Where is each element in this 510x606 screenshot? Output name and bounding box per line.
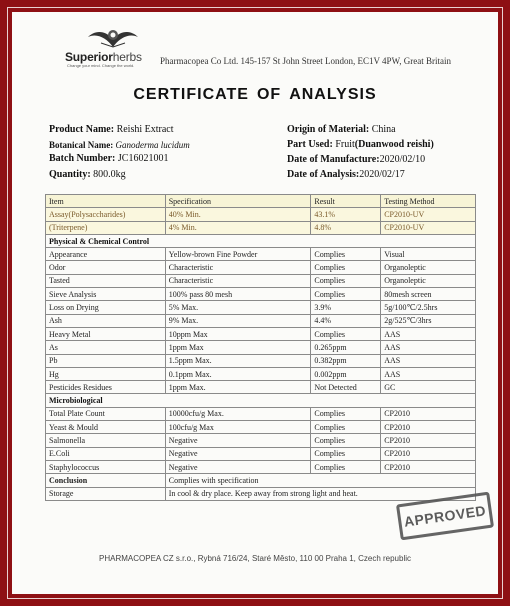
table-cell: 40% Min. xyxy=(165,208,311,221)
table-row xyxy=(46,460,476,473)
table-cell: 100cfu/g Max xyxy=(165,421,311,434)
table-cell: Complies xyxy=(311,447,381,460)
table-cell: CP2010 xyxy=(381,407,476,420)
table-cell: 5% Max. xyxy=(165,301,311,314)
table-cell: Organoleptic xyxy=(381,261,476,274)
company-address: Pharmacopea Co Ltd. 145-157 St John Street London, EC1V 4PW, Great Britain xyxy=(160,56,451,66)
table-cell: Tasted xyxy=(46,274,166,287)
origin-line: Origin of Material: China xyxy=(287,124,396,135)
table-cell: AAS xyxy=(381,367,476,380)
table-cell: Complies xyxy=(311,460,381,473)
table-cell: 3.9% xyxy=(311,301,381,314)
assay-row xyxy=(46,221,476,234)
table-cell: 80mesh screen xyxy=(381,288,476,301)
logo-brand: Superior xyxy=(65,50,113,64)
table-cell: 2g/525℃/3hrs xyxy=(381,314,476,327)
table-cell: Storage xyxy=(46,487,166,500)
table-cell: Item xyxy=(46,195,166,208)
table-cell: Complies xyxy=(311,421,381,434)
table-cell: E.Coli xyxy=(46,447,166,460)
table-cell: CP2010-UV xyxy=(381,221,476,234)
analysis-table xyxy=(45,194,476,501)
title-part-1: CERTIFICATE xyxy=(133,86,249,103)
table-cell: Sieve Analysis xyxy=(46,288,166,301)
table-cell: Total Plate Count xyxy=(46,407,166,420)
table-cell: Hg xyxy=(46,367,166,380)
table-cell: Ash xyxy=(46,314,166,327)
logo-emblem-icon xyxy=(86,25,140,49)
table-cell: Negative xyxy=(165,434,311,447)
analysis-date-value: 2020/02/17 xyxy=(359,169,405,180)
table-cell: CP2010 xyxy=(381,447,476,460)
quantity-value: 800.0kg xyxy=(93,169,126,180)
table-header-row xyxy=(46,195,476,208)
table-cell: As xyxy=(46,341,166,354)
table-row xyxy=(46,261,476,274)
table-cell: 100% pass 80 mesh xyxy=(165,288,311,301)
table-cell: 0.382ppm xyxy=(311,354,381,367)
part-used-detail: (Duanwood reishi) xyxy=(354,139,434,150)
table-cell: Visual xyxy=(381,248,476,261)
table-cell: Complies xyxy=(311,327,381,340)
physical-section-row xyxy=(46,234,476,247)
table-row xyxy=(46,354,476,367)
table-cell: Negative xyxy=(165,447,311,460)
storage-row xyxy=(46,487,476,500)
table-row xyxy=(46,434,476,447)
table-cell: 9% Max. xyxy=(165,314,311,327)
assay-row xyxy=(46,208,476,221)
batch-number-line: Batch Number: JC16021001 xyxy=(49,153,169,164)
table-cell: 1.5ppm Max. xyxy=(165,354,311,367)
table-row xyxy=(46,381,476,394)
table-row xyxy=(46,407,476,420)
quantity-line: Quantity: 800.0kg xyxy=(49,169,126,180)
table-cell: Complies xyxy=(311,434,381,447)
table-cell: Yeast & Mould xyxy=(46,421,166,434)
table-row xyxy=(46,421,476,434)
table-cell: AAS xyxy=(381,354,476,367)
table-cell: CP2010 xyxy=(381,421,476,434)
micro-section-row xyxy=(46,394,476,407)
logo-tagline: Change your mind. Change the world. xyxy=(67,63,135,68)
manufacture-date-line: Date of Manufacture:2020/02/10 xyxy=(287,154,426,165)
botanical-name-line: Botanical Name: Ganoderma lucidum xyxy=(49,140,190,150)
table-cell: Loss on Drying xyxy=(46,301,166,314)
table-cell: Complies xyxy=(311,288,381,301)
table-cell: AAS xyxy=(381,327,476,340)
table-cell: Organoleptic xyxy=(381,274,476,287)
title-part-2: OF xyxy=(256,86,282,103)
table-row xyxy=(46,327,476,340)
title-part-3: ANALYSIS xyxy=(289,86,377,103)
product-name-value: Reishi Extract xyxy=(116,124,174,135)
analysis-date-line: Date of Analysis:2020/02/17 xyxy=(287,169,405,180)
product-name-line: Product Name: Reishi Extract xyxy=(49,124,174,135)
table-cell: 4.8% xyxy=(311,221,381,234)
table-cell: Negative xyxy=(165,460,311,473)
table-cell: CP2010 xyxy=(381,434,476,447)
table-cell: Complies xyxy=(311,407,381,420)
origin-value: China xyxy=(371,124,396,135)
table-cell: 43.1% xyxy=(311,208,381,221)
table-cell: In cool & dry place. Keep away from strong light and heat. xyxy=(165,487,475,500)
table-cell: Assay(Polysaccharides) xyxy=(46,208,166,221)
table-cell: Pb xyxy=(46,354,166,367)
approved-stamp: APPROVED xyxy=(396,492,494,541)
table-cell: 4% Min. xyxy=(165,221,311,234)
table-cell: Testing Method xyxy=(381,195,476,208)
table-cell: Microbiological xyxy=(46,394,476,407)
table-cell: 1ppm Max xyxy=(165,341,311,354)
table-cell: 4.4% xyxy=(311,314,381,327)
table-cell: CP2010-UV xyxy=(381,208,476,221)
table-cell: CP2010 xyxy=(381,460,476,473)
table-cell: 10000cfu/g Max. xyxy=(165,407,311,420)
table-row xyxy=(46,367,476,380)
table-row xyxy=(46,341,476,354)
table-cell: Staphylococcus xyxy=(46,460,166,473)
document-title xyxy=(0,86,510,104)
table-row xyxy=(46,301,476,314)
manufacture-date-value: 2020/02/10 xyxy=(379,154,426,165)
table-row xyxy=(46,248,476,261)
table-cell: 0.002ppm xyxy=(311,367,381,380)
footer-address: PHARMACOPEA CZ s.r.o., Rybná 716/24, Staré Město, 110 00 Praha 1, Czech republic xyxy=(99,554,411,563)
table-cell: Complies xyxy=(311,248,381,261)
table-cell: 10ppm Max xyxy=(165,327,311,340)
logo-wordmark xyxy=(65,50,142,64)
table-cell: Complies xyxy=(311,274,381,287)
table-row xyxy=(46,447,476,460)
table-cell: GC xyxy=(381,381,476,394)
table-cell: Salmonella xyxy=(46,434,166,447)
table-cell: Appearance xyxy=(46,248,166,261)
table-cell: Not Detected xyxy=(311,381,381,394)
table-cell: Complies xyxy=(311,261,381,274)
table-row xyxy=(46,288,476,301)
table-cell: Characteristic xyxy=(165,274,311,287)
table-cell: Characteristic xyxy=(165,261,311,274)
batch-number-value: JC16021001 xyxy=(117,153,169,164)
table-cell: Complies with specification xyxy=(165,474,475,487)
logo-brand-suffix: herbs xyxy=(112,50,142,64)
table-cell: 0.265ppm xyxy=(311,341,381,354)
part-used-value: Fruit xyxy=(335,139,355,150)
table-row xyxy=(46,274,476,287)
table-cell: (Triterpene) xyxy=(46,221,166,234)
table-row xyxy=(46,314,476,327)
table-cell: AAS xyxy=(381,341,476,354)
botanical-name-value: Ganoderma lucidum xyxy=(115,140,190,150)
table-cell: Result xyxy=(311,195,381,208)
table-cell: 0.1ppm Max. xyxy=(165,367,311,380)
table-cell: Pesticides Residues xyxy=(46,381,166,394)
part-used-line: Part Used: Fruit(Duanwood reishi) xyxy=(287,139,434,150)
table-cell: Heavy Metal xyxy=(46,327,166,340)
conclusion-row xyxy=(46,474,476,487)
table-cell: 1ppm Max. xyxy=(165,381,311,394)
table-cell: Specification xyxy=(165,195,311,208)
table-cell: Conclusion xyxy=(46,474,166,487)
table-cell: Physical & Chemical Control xyxy=(46,234,476,247)
table-cell: Yellow-brown Fine Powder xyxy=(165,248,311,261)
table-cell: Odor xyxy=(46,261,166,274)
table-cell: 5g/100℃/2.5hrs xyxy=(381,301,476,314)
